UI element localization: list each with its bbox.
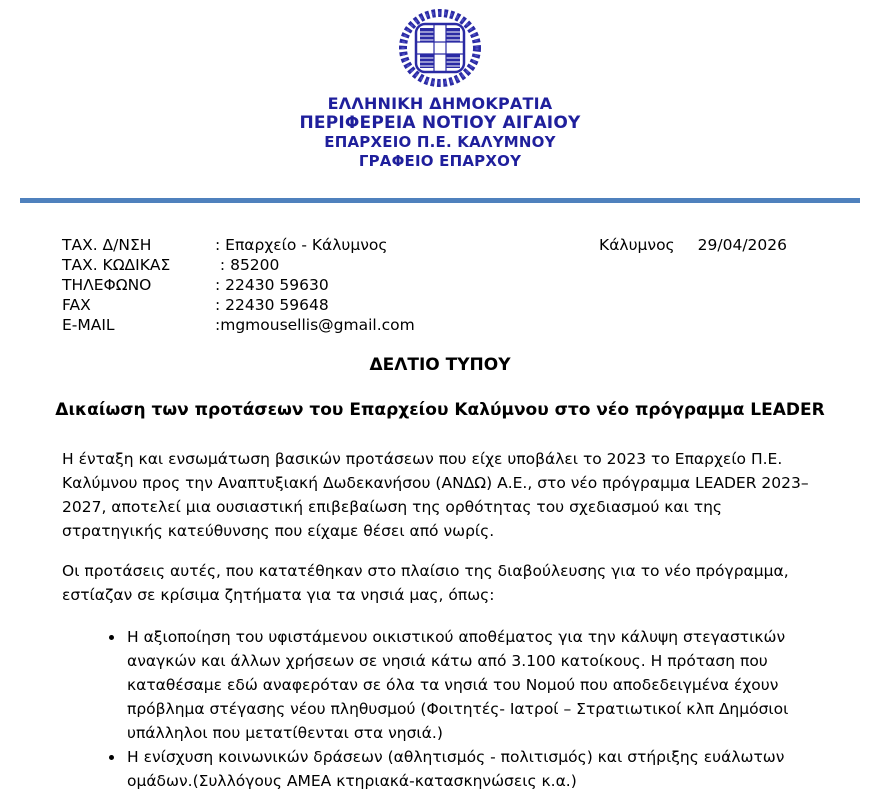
contact-label: FAX	[62, 296, 91, 314]
dateline-date: 29/04/2026	[697, 236, 787, 254]
contact-email-value: :mgmousellis@gmail.com	[215, 316, 415, 334]
header-line-region: ΠΕΡΙΦΕΡΕΙΑ ΝΟΤΙΟΥ ΑΙΓΑΙΟΥ	[299, 113, 581, 133]
letterhead-emblem	[0, 0, 880, 92]
contact-label: E-MAIL	[62, 316, 115, 334]
header-divider	[20, 198, 860, 203]
contact-value: : Επαρχείο - Κάλυμνος	[215, 236, 388, 254]
dateline	[599, 235, 787, 255]
document-title: Δικαίωση των προτάσεων του Επαρχείου Καλύμνου στο νέο πρόγραμμα LEADER	[55, 400, 825, 420]
header-line-republic: ΕΛΛΗΝΙΚΗ ΔΗΜΟΚΡΑΤΙΑ	[327, 94, 553, 113]
contact-row-fax	[62, 295, 818, 315]
header-line-eparchy: ΕΠΑΡΧΕΙΟ Π.Ε. ΚΑΛΥΜΝΟΥ	[324, 133, 556, 151]
dateline-place: Κάλυμνος	[599, 236, 675, 254]
contact-block	[62, 235, 818, 335]
proposal-list	[62, 625, 820, 793]
contact-value: : 22430 59630	[215, 276, 329, 294]
contact-row-postcode	[62, 255, 818, 275]
contact-value: : 22430 59648	[215, 296, 329, 314]
contact-label: ΤΑΧ. Δ/ΝΣΗ	[62, 236, 152, 254]
letterhead-header	[0, 94, 880, 171]
list-item-housing: • Η αξιοποίηση του υφιστάμενου οικιστικού αποθέματος για την κάλυψη στεγαστικών αναγκών και άλλων χρήσεων σε νησιά κάτω από 3.100 κατοίκους. Η πρόταση που καταθέσαμε εδώ αναφερόταν σε όλα τα νησιά του Νομού που αποδεδειγμένα έχουν πρόβλημα στέγασης νέου πληθυσμού (Φοιτητές- Ιατροί – Στρατιωτικοί κλπ Δημόσιοι υπάλληλοι που μετατίθενται στα νησιά.)	[125, 625, 820, 745]
contact-label: ΤΑΧ. ΚΩΔΙΚΑΣ	[62, 256, 171, 274]
header-line-office: ΓΡΑΦΕΙΟ ΕΠΑΡΧΟΥ	[358, 152, 522, 170]
list-item-social: • Η ενίσχυση κοινωνικών δράσεων (αθλητισμός - πολιτισμός) και στήριξης ευάλωτων ομάδων.(Συλλόγους ΑΜΕΑ κτηριακά-κατασκηνώσεις κ.α.)	[125, 745, 820, 793]
contact-row-phone	[62, 275, 818, 295]
contact-value: : 85200	[215, 256, 280, 274]
contact-label: ΤΗΛΕΦΩΝΟ	[62, 276, 152, 294]
contact-row-email	[62, 315, 818, 335]
greek-coat-of-arms-icon	[390, 6, 490, 90]
paragraph-intro: Η ένταξη και ενσωμάτωση βασικών προτάσεων που είχε υποβάλει το 2023 το Επαρχείο Π.Ε. Καλύμνου προς την Αναπτυξιακή Δωδεκανήσου (ΑΝΔΩ) Α.Ε., στο νέο πρόγραμμα LEADER 2023–2027, αποτελεί μια ουσιαστική επιβεβαίωση της ορθότητας του σχεδιασμού και της στρατηγικής κατεύθυνσης που είχαμε θέσει από νωρίς.	[62, 450, 809, 540]
press-release-kicker: ΔΕΛΤΙΟ ΤΥΠΟΥ	[369, 355, 511, 375]
paragraph-context: Οι προτάσεις αυτές, που κατατέθηκαν στο πλαίσιο της διαβούλευσης για το νέο πρόγραμμα, εστίαζαν σε κρίσιμα ζητήματα για τα νησιά μας, όπως:	[62, 562, 789, 604]
document-body	[62, 447, 820, 793]
